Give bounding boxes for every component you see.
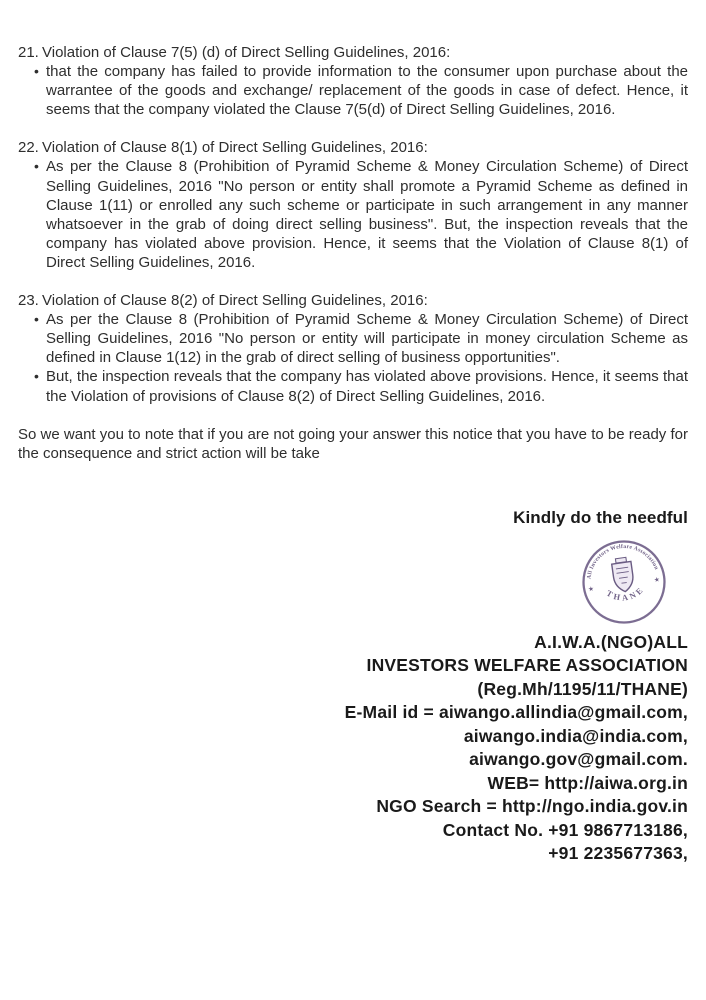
org-name-line: A.I.W.A.(NGO)ALL: [534, 631, 688, 652]
seal-shield-emblem-icon: [611, 557, 635, 593]
org-email: E-Mail id = aiwango.allindia@gmail.com,: [344, 702, 688, 723]
clause-heading: [18, 43, 688, 62]
clause-heading: [18, 138, 688, 157]
star-icon: ★: [653, 576, 661, 585]
bullet-text: But, the inspection reveals that the company has violated above provisions. Hence, it seems that the Violation of provisions of Clause 8(2) of Direct Selling Guidelines, 2016.: [46, 368, 688, 405]
signature-block: [18, 631, 688, 866]
bullet-item: [34, 62, 688, 119]
clause-heading: [18, 291, 688, 310]
bullet-text: As per the Clause 8 (Prohibition of Pyramid Scheme & Money Circulation Scheme) of Direct Selling Guidelines, 2016 "No person or entity shall promote a Pyramid Scheme as defined in Clause 1(11) or enrolled any such scheme or participate in such arrangement in any manner whatsoever in the grab of doing direct selling business". But, the inspection reveals that the company has violated above provision. Hence, it seems that the Violation of Clause 8(1) of Direct Selling Guidelines, 2016.: [46, 158, 688, 271]
org-contact-number: +91 2235677363,: [548, 843, 688, 864]
seal-arc-text-bottom: THANE: [604, 584, 647, 603]
signoff-text: Kindly do the needful: [513, 507, 688, 527]
clause-heading-text: Violation of Clause 8(1) of Direct Selling Guidelines, 2016:: [42, 139, 428, 157]
org-ngo-search: NGO Search = http://ngo.india.gov.in: [376, 796, 688, 817]
org-email: aiwango.india@india.com,: [463, 725, 688, 746]
bullet-dot-icon: •: [34, 311, 39, 328]
closing-paragraph: So we want you to note that if you are not going your answer this notice that you have to be ready for the consequence and strict action will be take: [18, 425, 688, 462]
seal-container: [18, 538, 688, 628]
org-contact-number: Contact No. +91 9867713186,: [442, 819, 688, 840]
bullet-dot-icon: •: [34, 158, 39, 175]
association-seal-stamp-icon: [574, 532, 673, 631]
clause-number: 21.: [18, 44, 39, 61]
bullet-text: that the company has failed to provide information to the consumer upon purchase about the warrantee of the goods and exchange/ replacement of the goods in case of defect. Hence, it seems that the company violated the Clause 7(5(d) of Direct Selling Guidelines, 2016.: [46, 63, 688, 119]
clause-number: 23.: [18, 292, 39, 310]
bullet-dot-icon: •: [34, 368, 39, 385]
bullet-dot-icon: •: [34, 63, 39, 80]
bullet-text: As per the Clause 8 (Prohibition of Pyramid Scheme & Money Circulation Scheme) of Direct Selling Guidelines, 2016 "No person or entity will participate in money circulation Scheme as defined in Clause 1(12) in the grab of direct selling of business opportunities".: [46, 311, 688, 367]
org-name-line: INVESTORS WELFARE ASSOCIATION: [366, 655, 688, 676]
star-icon: ★: [587, 585, 595, 594]
bullet-item: [34, 157, 688, 272]
clause-section-22: [18, 138, 688, 272]
clause-section-21: [18, 43, 688, 119]
org-email: aiwango.gov@gmail.com.: [469, 749, 688, 770]
bullet-item: [34, 310, 688, 367]
clause-heading-text: Violation of Clause 8(2) of Direct Selling Guidelines, 2016:: [42, 292, 428, 310]
org-registration: (Reg.Mh/1195/11/THANE): [477, 678, 688, 699]
clause-number: 22.: [18, 139, 39, 157]
clause-section-23: [18, 291, 688, 406]
org-website: WEB= http://aiwa.org.in: [487, 772, 688, 793]
seal-arc-text-top: All Investors Welfare Association: [586, 543, 660, 580]
bullet-item: [34, 367, 688, 405]
clause-heading-text: Violation of Clause 7(5) (d) of Direct Selling Guidelines, 2016:: [42, 44, 451, 61]
